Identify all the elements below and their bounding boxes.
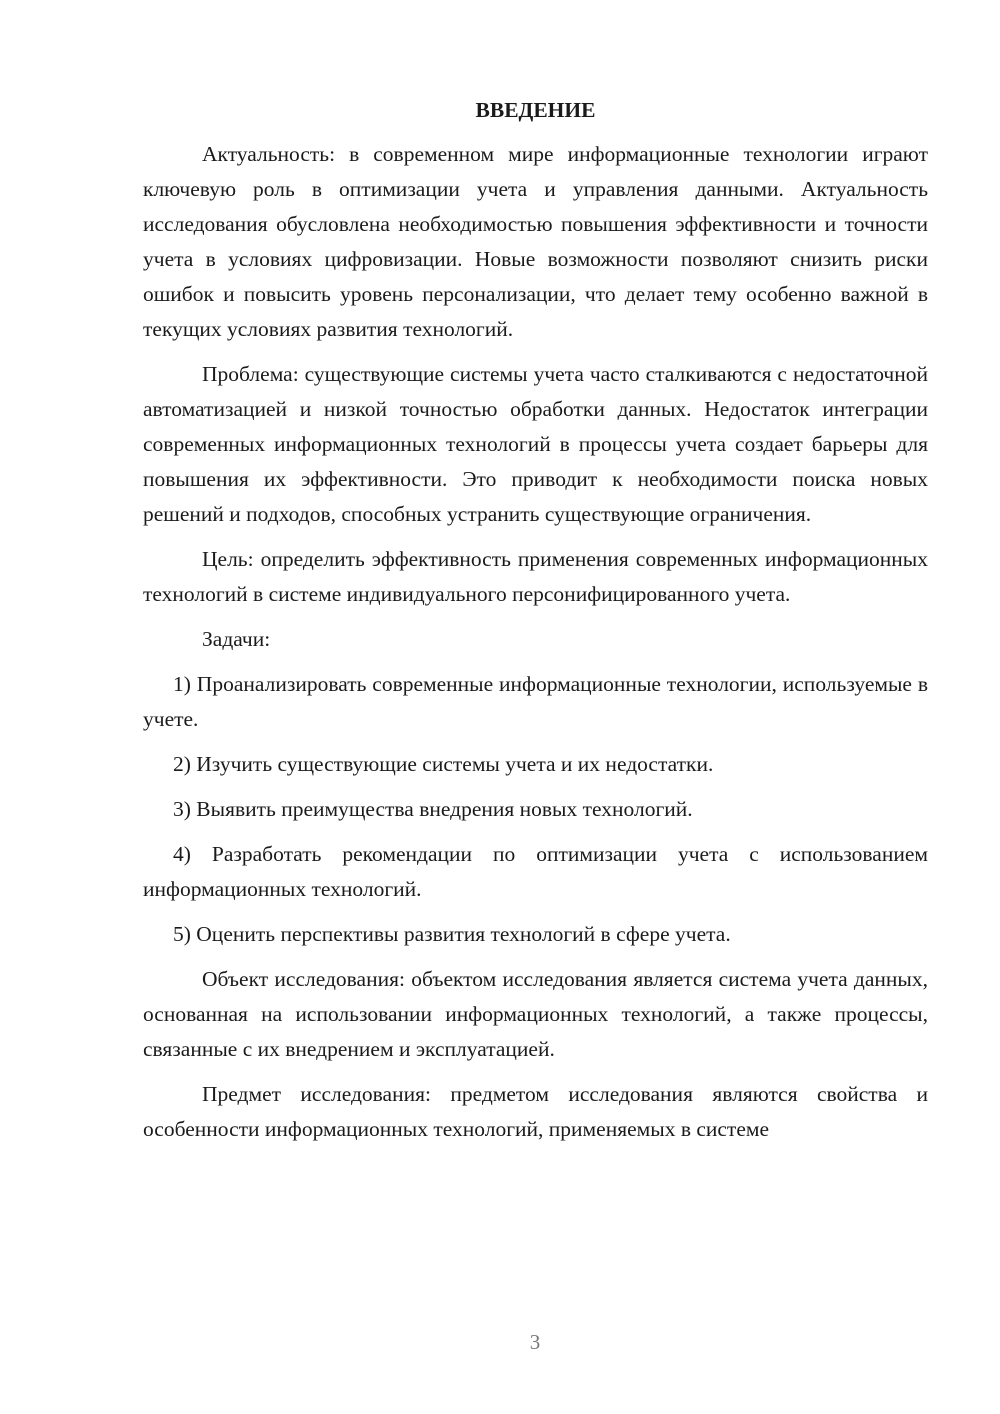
task-item: 4) Разработать рекомендации по оптимизации учета с использованием информационных технологий.	[143, 842, 928, 901]
task-item: 2) Изучить существующие системы учета и их недостатки.	[173, 752, 714, 776]
task-item: 3) Выявить преимущества внедрения новых технологий.	[173, 797, 693, 821]
goal-paragraph: Цель: определить эффективность применения современных информационных технологий в системе индивидуального персонифицированного учета.	[143, 547, 928, 606]
object-paragraph: Объект исследования: объектом исследования является система учета данных, основанная на использовании информационных технологий, а также процессы, связанные с их внедрением и эксплуатацией.	[143, 967, 928, 1061]
task-item: 1) Проанализировать современные информационные технологии, используемые в учете.	[143, 672, 928, 731]
relevance-paragraph: Актуальность: в современном мире информационные технологии играют ключевую роль в оптимизации учета и управления данными. Актуальность исследования обусловлена необходимостью повышения эффективности и точности учета в условиях цифровизации. Новые возможности позволяют снизить риски ошибок и повысить уровень персонализации, что делает тему особенно важной в текущих условиях развития технологий.	[143, 142, 928, 341]
tasks-heading: Задачи:	[202, 627, 271, 651]
page-body	[143, 93, 928, 1157]
problem-paragraph: Проблема: существующие системы учета часто сталкиваются с недостаточной автоматизацией и низкой точностью обработки данных. Недостаток интеграции современных информационных технологий в процессы учета создает барьеры для повышения их эффективности. Это приводит к необходимости поиска новых решений и подходов, способных устранить существующие ограничения.	[143, 362, 928, 526]
page-number: 3	[529, 1330, 541, 1354]
page-title: ВВЕДЕНИЕ	[475, 98, 596, 122]
task-item: 5) Оценить перспективы развития технологий в сфере учета.	[173, 922, 731, 946]
subject-paragraph: Предмет исследования: предметом исследования являются свойства и особенности информационных технологий, применяемых в системе	[143, 1082, 928, 1141]
